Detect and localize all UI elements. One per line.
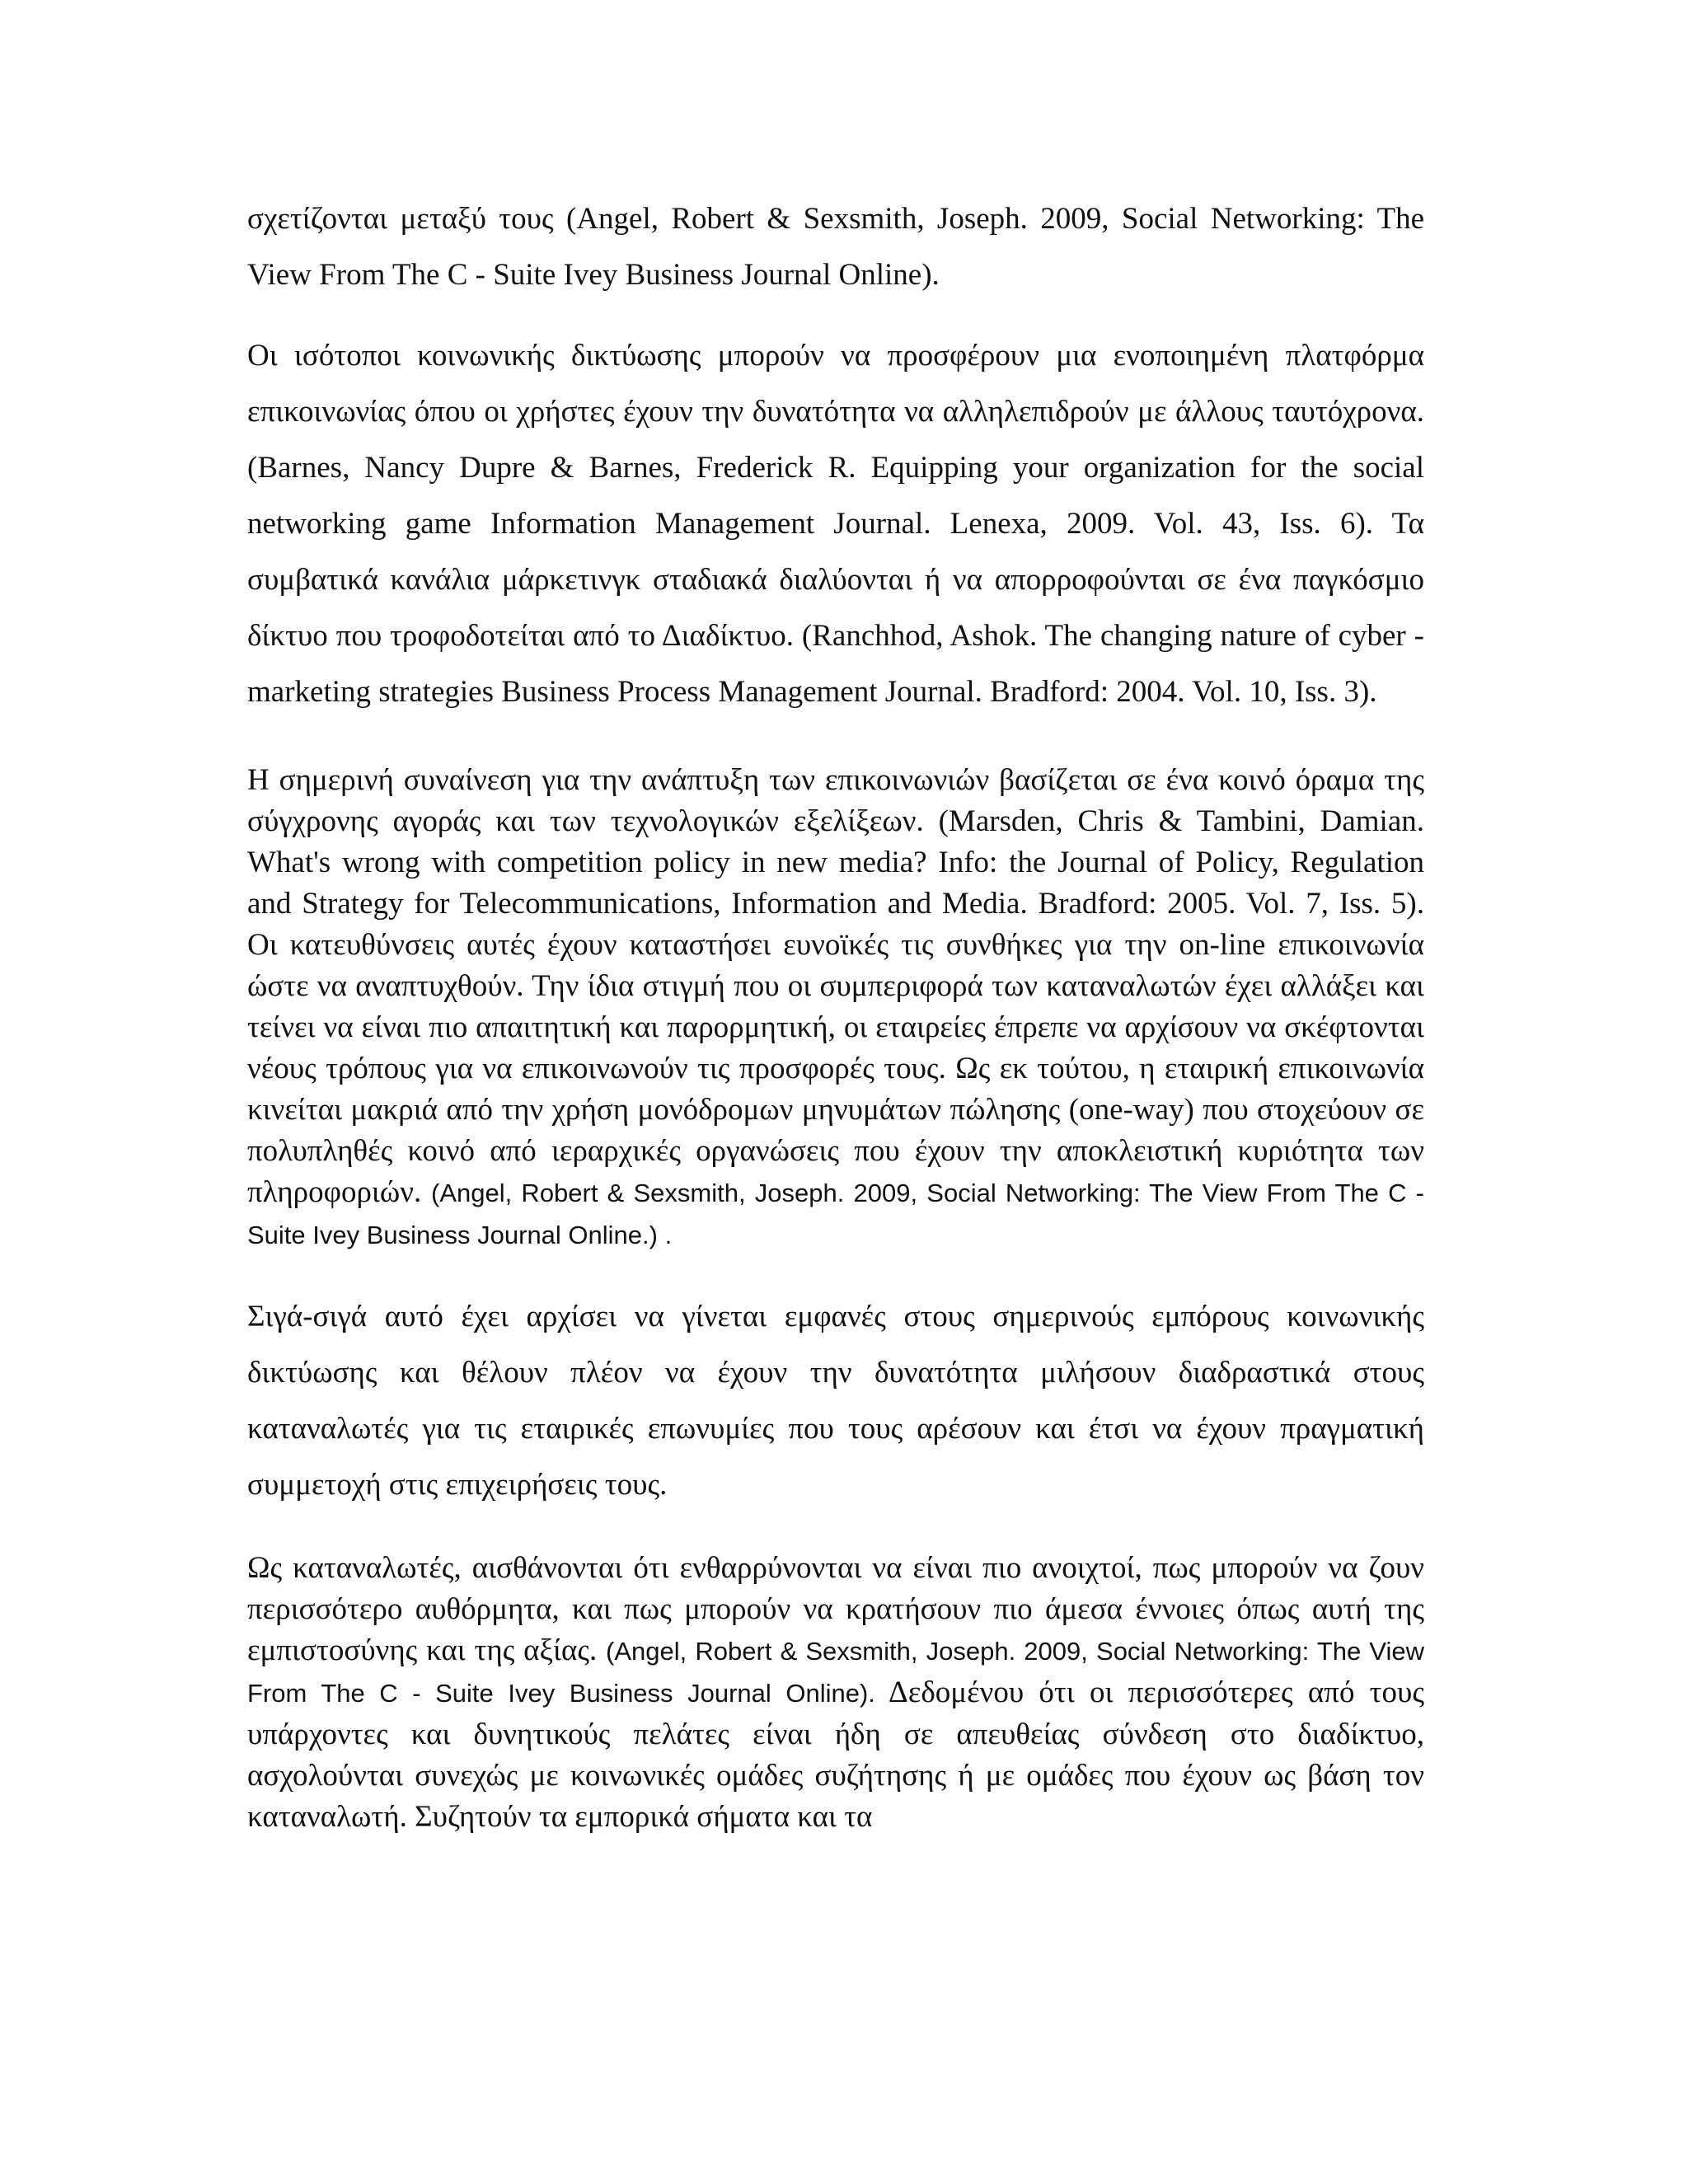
- paragraph-5-citation: (Angel, Robert & Sexsmith, Joseph. 2009, Social Networking: The View From The C - Suite Ivey Business Journal Online).: [247, 1637, 1424, 1708]
- paragraph-1: σχετίζονται μεταξύ τους (Angel, Robert & Sexsmith, Joseph. 2009, Social Networking: The View From The C - Suite Ivey Business Journal Online).: [247, 202, 1424, 292]
- paragraph-5: [247, 1548, 1424, 1838]
- paragraph-3: [247, 760, 1424, 1256]
- paragraph-2: Οι ισότοποι κοινωνικής δικτύωσης μπορούν να προσφέρουν μια ενοποιημένη πλατφόρμα επικοινωνίας όπου οι χρήστες έχουν την δυνατότητα να αλληλεπιδρούν με άλλους ταυτόχρονα. (Barnes, Nancy Dupre & Barnes, Frederick R. Equipping your organization for the social networking game Information Management Journal. Lenexa, 2009. Vol. 43, Iss. 6). Τα συμβατικά κανάλια μάρκετινγκ σταδιακά διαλύονται ή να απορροφούνται σε ένα παγκόσμιο δίκτυο που τροφοδοτείται από το Διαδίκτυο. (Ranchhod, Ashok. The changing nature of cyber - marketing strategies Business Process Management Journal. Bradford: 2004. Vol. 10, Iss. 3).: [247, 339, 1424, 709]
- document-page: [247, 191, 1424, 1838]
- paragraph-4: Σιγά-σιγά αυτό έχει αρχίσει να γίνεται εμφανές στους σημερινούς εμπόρους κοινωνικής δικτύωσης και θέλουν πλέον να έχουν την δυνατότητα μιλήσουν διαδραστικά στους καταναλωτές για τις εταιρικές επωνυμίες που τους αρέσουν και έτσι να έχουν πραγματική συμμετοχή στις επιχειρήσεις τους.: [247, 1300, 1424, 1502]
- paragraph-5-text-end: Δεδομένου ότι οι περισσότερες από τους υπάρχοντες και δυνητικούς πελάτες είναι ήδη σε απευθείας σύνδεση στο διαδίκτυο, ασχολούνται συνεχώς με κοινωνικές ομάδες συζήτησης ή με ομάδες που έχουν ως βάση τον καταναλωτή. Συζητούν τα εμπορικά σήματα και τα: [247, 1675, 1424, 1834]
- paragraph-5-text-start: Ως καταναλωτές, αισθάνονται ότι ενθαρρύνονται να είναι πιο ανοιχτοί, πως μπορούν να ζουν περισσότερο αυθόρμητα, και πως μπορούν να κρατήσουν πιο άμεσα έννοιες όπως αυτή της εμπιστοσύνης και της αξίας.: [247, 1551, 1424, 1667]
- paragraph-3-text: Η σημερινή συναίνεση για την ανάπτυξη των επικοινωνιών βασίζεται σε ένα κοινό όραμα της σύγχρονης αγοράς και των τεχνολογικών εξελίξεων. (Marsden, Chris & Tambini, Damian. What's wrong with competition policy in new media? Info: the Journal of Policy, Regulation and Strategy for Telecommunications, Information and Media. Bradford: 2005. Vol. 7, Iss. 5). Οι κατευθύνσεις αυτές έχουν καταστήσει ευνοϊκές τις συνθήκες για την on-line επικοινωνία ώστε να αναπτυχθούν. Την ίδια στιγμή που οι συμπεριφορά των καταναλωτών έχει αλλάξει και τείνει να είναι πιο απαιτητική και παρορμητική, οι εταιρείες έπρεπε να αρχίσουν να σκέφτονται νέους τρόπους για να επικοινωνούν τις προσφορές τους. Ως εκ τούτου, η εταιρική επικοινωνία κινείται μακριά από την χρήση μονόδρομων μηνυμάτων πώλησης (one-way) που στοχεύουν σε πολυπληθές κοινό από ιεραρχικές οργανώσεις που έχουν την αποκλειστική κυριότητα των πληροφοριών.: [247, 763, 1424, 1209]
- paragraph-3-citation: (Angel, Robert & Sexsmith, Joseph. 2009, Social Networking: The View From The C - Suite Ivey Business Journal Online.) .: [247, 1179, 1424, 1249]
